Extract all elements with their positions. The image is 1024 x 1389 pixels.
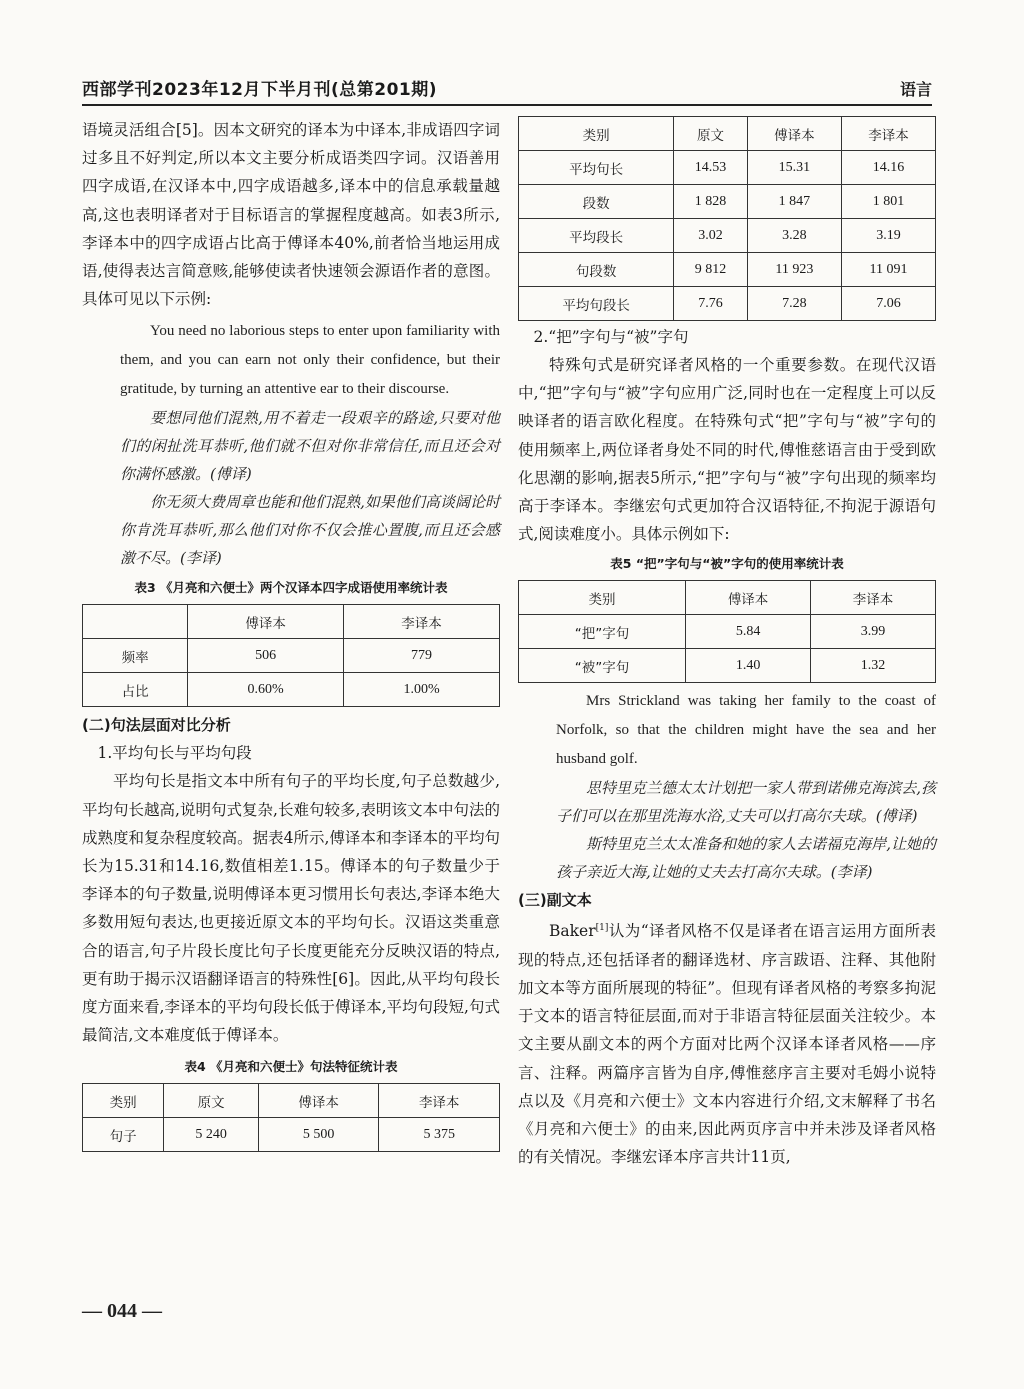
table-cell: 5 375 — [379, 1118, 500, 1152]
table-cell: 5 240 — [164, 1118, 258, 1152]
table-cell: “把”字句 — [519, 615, 686, 649]
table-cell: 779 — [344, 639, 500, 673]
subsection-heading: 2.“把”字句与“被”字句 — [533, 328, 689, 346]
table-cell: 5 500 — [258, 1118, 379, 1152]
table-cell: 1.00% — [344, 673, 500, 707]
table4-caption: 表4 《月亮和六便士》句法特征统计表 — [184, 1059, 398, 1075]
table3 — [82, 604, 500, 707]
table-cell: 3.99 — [811, 615, 936, 649]
table-cell: 1 801 — [841, 185, 935, 219]
table-row — [519, 649, 936, 683]
table-cell: 0.60% — [188, 673, 344, 707]
table-cell: 14.53 — [674, 151, 748, 185]
table-cell: 平均段长 — [519, 219, 674, 253]
table-header: 原文 — [164, 1084, 258, 1118]
table-header: 李译本 — [379, 1084, 500, 1118]
table-cell: 1 847 — [747, 185, 841, 219]
table-header: 傅译本 — [188, 605, 344, 639]
table-cell: 11 923 — [747, 253, 841, 287]
table-row — [83, 639, 500, 673]
table-row — [519, 185, 936, 219]
example-li-translation: 斯特里克兰太太准备和她的家人去诺福克海岸,让她的孩子亲近大海,让她的丈夫去打高尔夫球。(李译) — [556, 835, 936, 882]
table-header: 李译本 — [811, 581, 936, 615]
table-header — [83, 605, 188, 639]
table-header: 李译本 — [841, 117, 935, 151]
table-row — [519, 219, 936, 253]
author-name: Baker — [549, 922, 596, 941]
table-cell: 句子 — [83, 1118, 164, 1152]
table-header: 原文 — [674, 117, 748, 151]
page-number: — 044 — — [82, 1300, 162, 1322]
table-header: 类别 — [519, 117, 674, 151]
table-cell: 11 091 — [841, 253, 935, 287]
table-header: 傅译本 — [258, 1084, 379, 1118]
section-heading: (二)句法层面对比分析 — [82, 716, 231, 735]
table-header: 傅译本 — [747, 117, 841, 151]
page-header — [82, 70, 932, 106]
table5-caption: 表5 “把”字句与“被”字句的使用率统计表 — [610, 556, 844, 572]
table-cell: 7.06 — [841, 287, 935, 321]
paragraph: 语境灵活组合[5]。因本文研究的译本为中译本,非成语四字词过多且不好判定,所以本文主要分析成语类四字词。汉语善用四字成语,在汉译本中,四字成语越多,译本中的信息承载量越高,这也表明译者对于目标语言的掌握程度越高。如表3所示,李译本中的四字成语占比高于傅译本40%,前者恰当地运用成语,使得表达言简意赅,能够使读者快速领会源语作者的意图。具体可见以下示例: — [82, 121, 500, 309]
table-row — [519, 615, 936, 649]
subsection-heading: 1.平均句长与平均句段 — [97, 744, 252, 763]
paragraph-text: 认为“译者风格不仅是译者在语言运用方面所表现的特点,还包括译者的翻译选材、序言跋语、注释、其他附加文本等方面所展现的特征”。但现有译者风格的考察多拘泥于文本的语言特征层面,而对于非语言特征层面关注较少。本文主要从副文本的两个方面对比两个汉译本译者风格——序言、注释。两篇序言皆为自序,傅惟慈序言主要对毛姆小说特点以及《月亮和六便士》文本内容进行介绍,文末解释了书名《月亮和六便士》的由来,因此两页序言中并未涉及译者风格的有关情况。李继宏译本序言共计11页, — [518, 922, 936, 1167]
table-cell: 频率 — [83, 639, 188, 673]
table-header: 类别 — [83, 1084, 164, 1118]
table-cell: 506 — [188, 639, 344, 673]
table4-part1 — [82, 1083, 500, 1152]
citation: [1] — [595, 923, 609, 934]
left-column — [82, 116, 500, 1152]
table-row — [519, 287, 936, 321]
table-cell: 1.40 — [686, 649, 811, 683]
journal-title: 西部学刊2023年12月下半月刊(总第201期) — [82, 80, 437, 100]
table-cell: 句段数 — [519, 253, 674, 287]
table-cell: 14.16 — [841, 151, 935, 185]
paragraph: 特殊句式是研究译者风格的一个重要参数。在现代汉语中,“把”字句与“被”字句应用广泛,同时也在一定程度上可以反映译者的语言欧化程度。在特殊句式“把”字句与“被”字句的使用频率上,两位译者身处不同的时代,傅惟慈语言由于受到欧化思潮的影响,据表5所示,“把”字句与“被”字句出现的频率均高于李译本。李继宏句式更加符合汉语特征,不拘泥于源语句式,阅读难度小。具体示例如下: — [518, 356, 936, 544]
table-cell: 平均句段长 — [519, 287, 674, 321]
table4-part2 — [518, 116, 936, 321]
table-cell: 1.32 — [811, 649, 936, 683]
table-cell: 15.31 — [747, 151, 841, 185]
table-cell: 占比 — [83, 673, 188, 707]
example-li-translation: 你无须大费周章也能和他们混熟,如果他们高谈阔论时你肯洗耳恭听,那么他们对你不仅会推心置腹,而且还会感激不尽。(李译) — [120, 493, 500, 568]
paragraph — [518, 914, 936, 1171]
table-cell: 平均句长 — [519, 151, 674, 185]
table-cell: 段数 — [519, 185, 674, 219]
table-row — [83, 673, 500, 707]
table-row — [519, 151, 936, 185]
table-cell: 3.28 — [747, 219, 841, 253]
table-row — [519, 253, 936, 287]
table-cell: 7.28 — [747, 287, 841, 321]
right-column — [518, 116, 936, 1171]
table-row — [83, 1118, 500, 1152]
example-fu-translation: 思特里克兰德太太计划把一家人带到诺佛克海滨去,孩子们可以在那里洗海水浴,丈夫可以打高尔夫球。(傅译) — [556, 779, 936, 826]
section-label: 语言 — [899, 80, 932, 99]
table-cell: 1 828 — [674, 185, 748, 219]
example-english: You need no laborious steps to enter upon familiarity with them, and you can earn not only their confidence, but their gratitude, by turning an attentive ear to their discourse. — [120, 323, 500, 398]
table5 — [518, 580, 936, 683]
paragraph: 平均句长是指文本中所有句子的平均长度,句子总数越少,平均句长越高,说明句式复杂,长难句较多,表明该文本中句法的成熟度和复杂程度较高。据表4所示,傅译本和李译本的平均句长为15.31和14.16,数值相差1.15。傅译本的句子数量少于李译本的句子数量,说明傅译本更习惯用长句表达,李译本绝大多数用短句表达,也更接近原文本的平均句长。汉语这类重意合的语言,句子片段长度比句子长度更能充分反映汉语的特点,更有助于揭示汉语翻译语言的特殊性[6]。因此,从平均句段长度方面来看,李译本的平均句段长低于傅译本,平均句段短,句式最简洁,文本难度低于傅译本。 — [82, 772, 500, 1045]
table-cell: 9 812 — [674, 253, 748, 287]
example-english: Mrs Strickland was taking her family to the coast of Norfolk, so that the children might have the sea and her husband golf. — [556, 693, 936, 768]
section-heading: (三)副文本 — [518, 891, 592, 910]
table-header: 类别 — [519, 581, 686, 615]
table-header: 李译本 — [344, 605, 500, 639]
table-cell: 5.84 — [686, 615, 811, 649]
table-header: 傅译本 — [686, 581, 811, 615]
table-cell: 7.76 — [674, 287, 748, 321]
table3-caption: 表3 《月亮和六便士》两个汉译本四字成语使用率统计表 — [134, 580, 448, 596]
table-cell: 3.02 — [674, 219, 748, 253]
example-fu-translation: 要想同他们混熟,用不着走一段艰辛的路途,只要对他们的闲扯洗耳恭听,他们就不但对你非常信任,而且还会对你满怀感激。(傅译) — [120, 409, 500, 484]
table-cell: “被”字句 — [519, 649, 686, 683]
table-cell: 3.19 — [841, 219, 935, 253]
